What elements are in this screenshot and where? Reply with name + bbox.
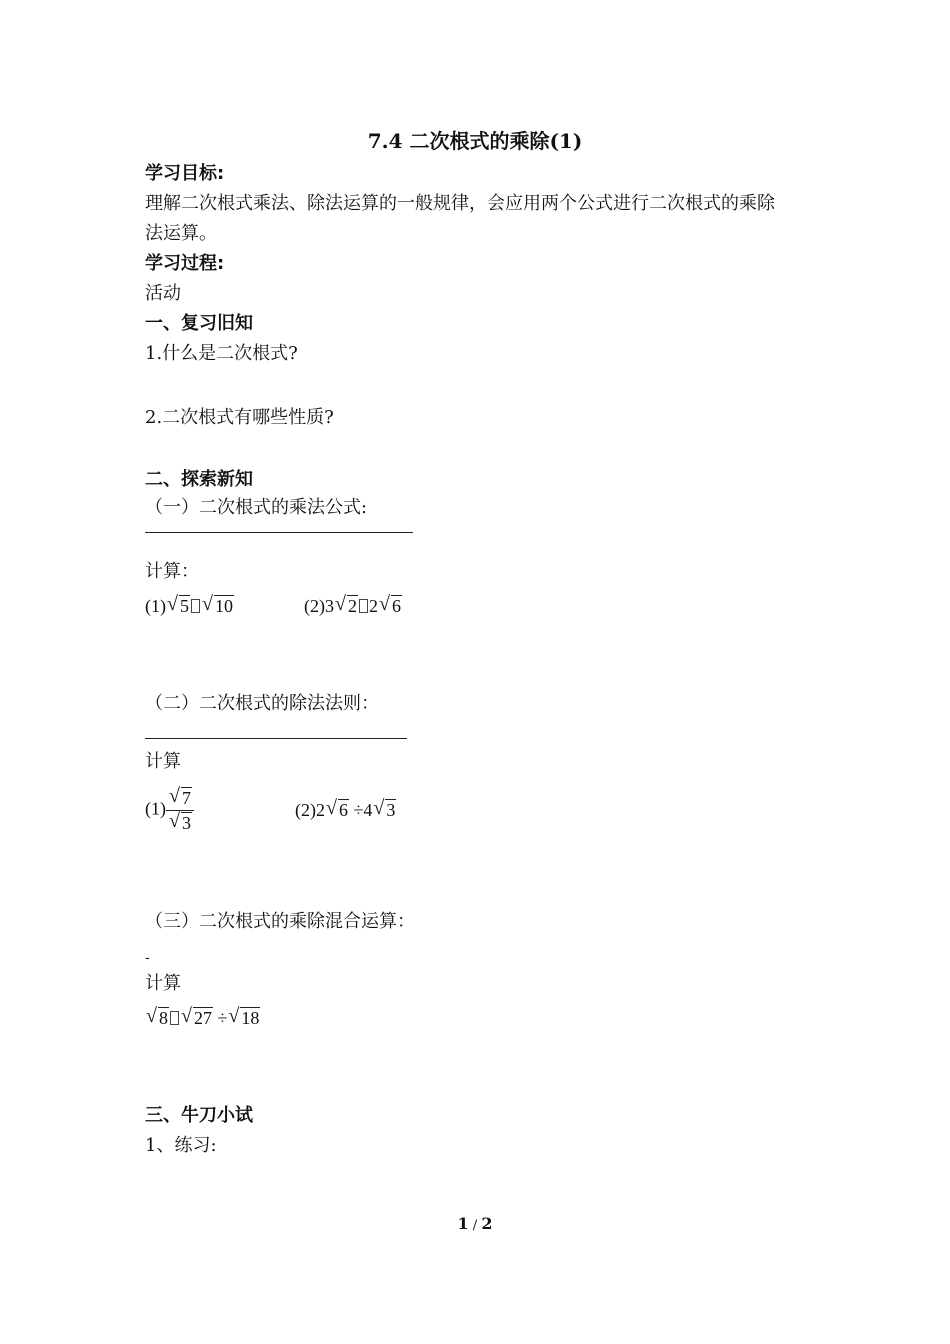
radical-sign [202,594,234,618]
page-number [0,1214,950,1233]
radical-sign [228,1006,260,1030]
division-operator: ÷ [213,1008,228,1028]
math-expression-2 [304,594,402,618]
question-2: 2.二次根式有哪些性质? [145,407,334,428]
radicand: 6 [339,800,348,820]
math-expression-1 [145,594,234,618]
division-operator: ÷4 [349,800,373,820]
calc-label-2: 计算 [145,751,181,772]
subsection-mixed: （三）二次根式的乘除混合运算： [145,911,415,932]
answer-blank-line-2 [145,738,407,739]
radical-sign [169,786,192,810]
math-expression-3 [145,786,194,835]
total-pages: 2 [481,1214,493,1233]
math-expression-4 [295,798,396,822]
radical-sign [335,594,358,618]
radicand: 10 [215,596,233,616]
calc-label-1: 计算： [145,561,199,582]
section3-heading: 三、牛刀小试 [145,1105,253,1126]
radicand: 8 [159,1008,168,1028]
practice-item: 1、练习: [145,1135,217,1156]
radical-sign [373,798,396,822]
expr1-prefix: (1) [145,596,166,616]
process-heading: 学习过程: [145,253,225,274]
radicand: 3 [182,813,191,833]
expr2-prefix: (2)3 [304,596,334,616]
missing-glyph-box [191,599,200,613]
activity-label: 活动 [145,283,181,304]
radicand: 6 [392,596,401,616]
expr4-prefix: (2)2 [295,800,325,820]
radicand: 7 [182,788,191,808]
question-1: 1.什么是二次根式? [145,343,298,364]
answer-blank-line-1 [145,532,413,533]
dash-mark: - [145,950,150,966]
calc-label-3: 计算 [145,973,181,994]
radical-sign [169,811,192,835]
radical-sign [167,594,190,618]
coefficient: 2 [369,596,378,616]
subsection-division: （二）二次根式的除法法则： [145,693,379,714]
radicand: 27 [194,1008,212,1028]
goal-heading: 学习目标: [145,163,225,184]
section2-heading: 二、探索新知 [145,469,253,490]
goal-text-line2: 法运算。 [145,223,217,244]
radicand: 2 [348,596,357,616]
missing-glyph-box [170,1011,179,1025]
goal-text-line1: 理解二次根式乘法、除法运算的一般规律，会应用两个公式进行二次根式的乘除 [145,193,775,214]
expr3-prefix: (1) [145,798,166,819]
page-title: 7.4 二次根式的乘除(1) [367,129,583,153]
subsection-multiplication: （一）二次根式的乘法公式: [145,497,368,518]
fraction-denominator [166,811,194,835]
radical-sign [379,594,402,618]
fraction [166,786,194,835]
radical-sign [181,1006,213,1030]
math-expression-5 [145,1006,260,1030]
radicand: 18 [241,1008,260,1028]
radicand: 3 [386,800,396,820]
current-page: 1 [457,1214,469,1233]
radical-sign [146,1006,169,1030]
section1-heading: 一、复习旧知 [145,313,253,334]
page-separator: / [468,1218,482,1233]
missing-glyph-box [359,599,368,613]
radical-sign [326,798,349,822]
fraction-numerator [166,786,194,811]
radicand: 5 [180,596,189,616]
